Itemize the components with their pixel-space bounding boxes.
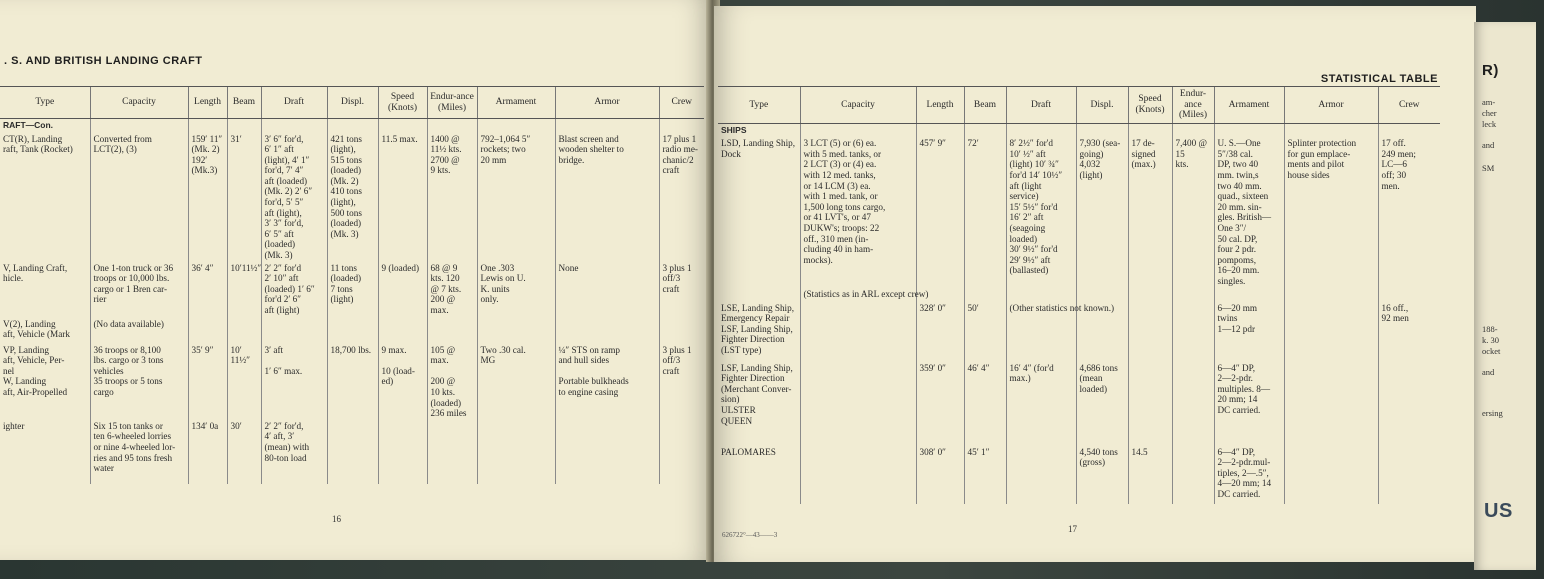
next-page-text-fragments bbox=[1482, 97, 1503, 419]
cell-capacity: One 1-ton truck or 36 troops or 10,000 lbs. cargo or 1 Bren car- rier bbox=[90, 262, 188, 318]
cell-type: LSE, Landing Ship, Emergency Repair LSF, Landing Ship, Fighter Direction (LST type) bbox=[721, 302, 794, 355]
col-header: Type bbox=[718, 87, 800, 124]
cell-displ: 4,686 tons (mean loaded) bbox=[1076, 362, 1128, 446]
cell-capacity: Converted from LCT(2), (3) bbox=[90, 133, 188, 262]
col-header: Armor bbox=[555, 87, 659, 119]
cell-type: ighter bbox=[3, 420, 25, 431]
section-row bbox=[0, 119, 704, 133]
left-page-heading: . S. AND BRITISH LANDING CRAFT bbox=[4, 55, 203, 67]
cell-draft: 3′ 6″ for'd, 6′ 1″ aft (light), 4′ 1″ for'd, 7′ 4″ aft (loaded) (Mk. 2) 2′ 6″ for'd, 5′ 5″ aft (light), 3′ 3″ for'd, 6′ 5″ aft (loaded) (Mk. 3) bbox=[261, 133, 327, 262]
next-page-edge bbox=[1474, 22, 1536, 570]
cell-length: 36′ 4″ bbox=[188, 262, 227, 318]
next-page-large-fragment: US bbox=[1484, 500, 1513, 522]
cell-capacity: Six 15 ton tanks or ten 6-wheeled lorries or nine 4-wheeled lor- ries and 95 tons fresh water bbox=[90, 420, 188, 484]
cell-armament: 6—4″ DP, 2—2-pdr. multiples. 8— 20 mm; 14 DC carried. bbox=[1214, 362, 1284, 446]
cell-type: V, Landing Craft, hicle. bbox=[3, 262, 68, 284]
cell-length: 308′ 0″ bbox=[916, 446, 964, 504]
print-code: 626722°—43——3 bbox=[722, 531, 778, 539]
left-landing-craft-table bbox=[0, 86, 704, 484]
cell-speed: 9 max. 10 (load- ed) bbox=[378, 344, 427, 420]
cell-beam: 30′ bbox=[227, 420, 261, 484]
cell-type: PALOMARES bbox=[721, 446, 776, 457]
cell-draft: 16′ 4″ (for'd max.) bbox=[1006, 362, 1076, 446]
col-header: Capacity bbox=[800, 87, 916, 124]
cell-type: CT(R), Landing raft, Tank (Rocket) bbox=[3, 133, 73, 155]
table-row bbox=[718, 302, 1440, 362]
col-header: Beam bbox=[964, 87, 1006, 124]
cell-length: 359′ 0″ bbox=[916, 362, 964, 446]
cell-crew: 3 plus 1 off/3 craft bbox=[659, 344, 704, 420]
left-header-row bbox=[0, 87, 704, 119]
cell-capacity: 3 LCT (5) or (6) ea. with 5 med. tanks, or 2 LCT (3) or (4) ea. with 12 med. tanks, or 14 LCM (3) ea. with 1 med. tank, or 1,500 long tons cargo, or 41 LVT's, or 47 DUKW's; troops: 22 off., 310 men (in- cluding 40 in ham- mocks). bbox=[800, 137, 916, 287]
cell-type: LSD, Landing Ship, Dock bbox=[721, 138, 796, 159]
text-fragment: k. 30 bbox=[1482, 335, 1499, 345]
cell-armament: One .303 Lewis on U. K. units only. bbox=[477, 262, 555, 318]
text-fragment: and bbox=[1482, 367, 1495, 377]
table-row bbox=[0, 133, 704, 262]
table-row bbox=[0, 344, 704, 420]
text-fragment: ersing bbox=[1482, 408, 1503, 418]
table-row bbox=[718, 137, 1440, 287]
col-header: Speed (Knots) bbox=[378, 87, 427, 119]
cell-type: LSF, Landing Ship, Fighter Direction (Merchant Conver- sion) ULSTER QUEEN bbox=[721, 362, 793, 426]
col-header: Speed (Knots) bbox=[1128, 87, 1172, 124]
cell-length: 457′ 9″ bbox=[916, 137, 964, 287]
col-header: Type bbox=[0, 87, 90, 119]
cell-speed: 14.5 bbox=[1128, 446, 1172, 504]
table-row bbox=[0, 420, 704, 484]
cell-beam: 72′ bbox=[964, 137, 1006, 287]
cell-endurance: 1400 @ 11½ kts. 2700 @ 9 kts. bbox=[427, 133, 477, 262]
cell-length: 328′ 0″ bbox=[916, 302, 964, 362]
cell-armament: U. S.—One 5″/38 cal. DP, two 40 mm. twin,s two 40 mm. quad., sixteen 20 mm. sin- gles. British— One 3″/ 50 cal. DP, four 2 pdr. pompoms, 16–20 mm. singles. bbox=[1214, 137, 1284, 287]
cell-beam: 10′11½″ bbox=[227, 262, 261, 318]
cell-endurance: 105 @ max. 200 @ 10 kts. (loaded) 236 miles bbox=[427, 344, 477, 420]
cell-crew: 17 plus 1 radio me- chanic/2 craft bbox=[659, 133, 704, 262]
cell-speed: 17 de- signed (max.) bbox=[1128, 137, 1172, 287]
cell-beam: 10′ 11½″ bbox=[227, 344, 261, 420]
col-header: Armament bbox=[477, 87, 555, 119]
cell-capacity: (No data available) bbox=[90, 318, 188, 344]
text-fragment: leck bbox=[1482, 119, 1497, 129]
table-row bbox=[718, 446, 1440, 504]
left-page bbox=[0, 0, 712, 560]
cell-beam: 50′ bbox=[964, 302, 1006, 362]
cell-crew: 17 off. 249 men; LC—6 off; 30 men. bbox=[1378, 137, 1440, 287]
cell-displ: 421 tons (light), 515 tons (loaded) (Mk. 2) 410 tons (light), 500 tons (loaded) (Mk. 3) bbox=[327, 133, 378, 262]
cell-displ: 7,930 (sea- going) 4,032 (light) bbox=[1076, 137, 1128, 287]
cell-draft: 8′ 2½″ for'd 10′ ½″ aft (light) 10′ ¾″ for'd 14′ 10½″ aft (light service) 15′ 5½″ for'd 16′ 2″ aft (seagoing loaded) 30′ 9½″ for'd 29′ 9½″ aft (ballasted) bbox=[1006, 137, 1076, 287]
cell-length: 134′ 0a bbox=[188, 420, 227, 484]
cell-speed: 11.5 max. bbox=[378, 133, 427, 262]
right-header-row bbox=[718, 87, 1440, 124]
col-header: Crew bbox=[1378, 87, 1440, 124]
col-header: Displ. bbox=[327, 87, 378, 119]
cell-speed: 9 (loaded) bbox=[378, 262, 427, 318]
cell-armor: Splinter protection for gun emplace- ments and pilot house sides bbox=[1284, 137, 1378, 287]
col-header: Endur-ance (Miles) bbox=[427, 87, 477, 119]
col-header: Armament bbox=[1214, 87, 1284, 124]
section-label: SHIPS bbox=[721, 124, 747, 135]
cell-endurance: 68 @ 9 kts. 120 @ 7 kts. 200 @ max. bbox=[427, 262, 477, 318]
col-header: Draft bbox=[1006, 87, 1076, 124]
col-header: Length bbox=[916, 87, 964, 124]
right-page bbox=[714, 6, 1476, 562]
cell-armor: ¼″ STS on ramp and hull sides Portable bulkheads to engine casing bbox=[555, 344, 659, 420]
cell-type: VP, Landing aft, Vehicle, Per- nel W, Landing aft, Air-Propelled bbox=[3, 344, 68, 397]
col-header: Displ. bbox=[1076, 87, 1128, 124]
text-fragment: and bbox=[1482, 140, 1495, 150]
cell-length: 159′ 11″ (Mk. 2) 192′ (Mk.3) bbox=[188, 133, 227, 262]
text-fragment: am- bbox=[1482, 97, 1496, 107]
table-row bbox=[0, 262, 704, 318]
cell-displ: 4,540 tons (gross) bbox=[1076, 446, 1128, 504]
cell-draft: 2′ 2″ for'd, 4′ aft, 3′ (mean) with 80-ton load bbox=[261, 420, 327, 484]
next-page-heading-fragment: R) bbox=[1482, 62, 1499, 79]
text-fragment: ocket bbox=[1482, 346, 1501, 356]
cell-length: 35′ 9″ bbox=[188, 344, 227, 420]
page-number: 17 bbox=[1068, 524, 1077, 534]
table-row bbox=[0, 318, 704, 344]
table-row bbox=[718, 362, 1440, 446]
cell-draft: 2′ 2″ for'd 2′ 10″ aft (loaded) 1′ 6″ for'd 2′ 6″ aft (light) bbox=[261, 262, 327, 318]
cell-crew: 3 plus 1 off/3 craft bbox=[659, 262, 704, 318]
cell-armament: 6—4″ DP, 2—2-pdr.mul- tiples, 2—.5″, 4—20 mm; 14 DC carried. bbox=[1214, 446, 1284, 504]
text-fragment: cher bbox=[1482, 108, 1497, 118]
right-page-heading: STATISTICAL TABLE bbox=[1320, 73, 1438, 85]
cell-endurance: 7,400 @ 15 kts. bbox=[1172, 137, 1214, 287]
cell-armament: 792–1,064 5″ rockets; two 20 mm bbox=[477, 133, 555, 262]
table-row bbox=[718, 288, 1440, 302]
col-header: Crew bbox=[659, 87, 704, 119]
cell-armament: Two .30 cal. MG bbox=[477, 344, 555, 420]
col-header: Length bbox=[188, 87, 227, 119]
cell-armor: None bbox=[555, 262, 659, 318]
page-number: 16 bbox=[332, 514, 341, 524]
cell-type: V(2), Landing aft, Vehicle (Mark bbox=[3, 318, 70, 340]
col-header: Capacity bbox=[90, 87, 188, 119]
col-header: Endur-ance (Miles) bbox=[1172, 87, 1214, 124]
col-header: Draft bbox=[261, 87, 327, 119]
cell-beam: 45′ 1″ bbox=[964, 446, 1006, 504]
cell-crew: 16 off., 92 men bbox=[1378, 302, 1440, 362]
col-header: Beam bbox=[227, 87, 261, 119]
section-label: RAFT—Con. bbox=[3, 120, 54, 130]
cell-draft: 3′ aft 1′ 6″ max. bbox=[261, 344, 327, 420]
cell-armor: Blast screen and wooden shelter to bridge. bbox=[555, 133, 659, 262]
col-header: Armor bbox=[1284, 87, 1378, 124]
cell-armament: 6—20 mm twins 1—12 pdr bbox=[1214, 302, 1284, 362]
section-row bbox=[718, 123, 1440, 137]
cell-displ: 11 tons (loaded) 7 tons (light) bbox=[327, 262, 378, 318]
cell-beam: 31′ bbox=[227, 133, 261, 262]
statistics-note: (Statistics as in ARL except crew) bbox=[800, 288, 916, 302]
other-statistics-note: (Other statistics not known.) bbox=[1006, 302, 1076, 362]
right-ships-table bbox=[718, 86, 1440, 504]
text-fragment: 188- bbox=[1482, 324, 1498, 334]
cell-displ: 18,700 lbs. bbox=[327, 344, 378, 420]
cell-beam: 46′ 4″ bbox=[964, 362, 1006, 446]
text-fragment: SM bbox=[1482, 163, 1495, 173]
cell-capacity: 36 troops or 8,100 lbs. cargo or 3 tons vehicles 35 troops or 5 tons cargo bbox=[90, 344, 188, 420]
